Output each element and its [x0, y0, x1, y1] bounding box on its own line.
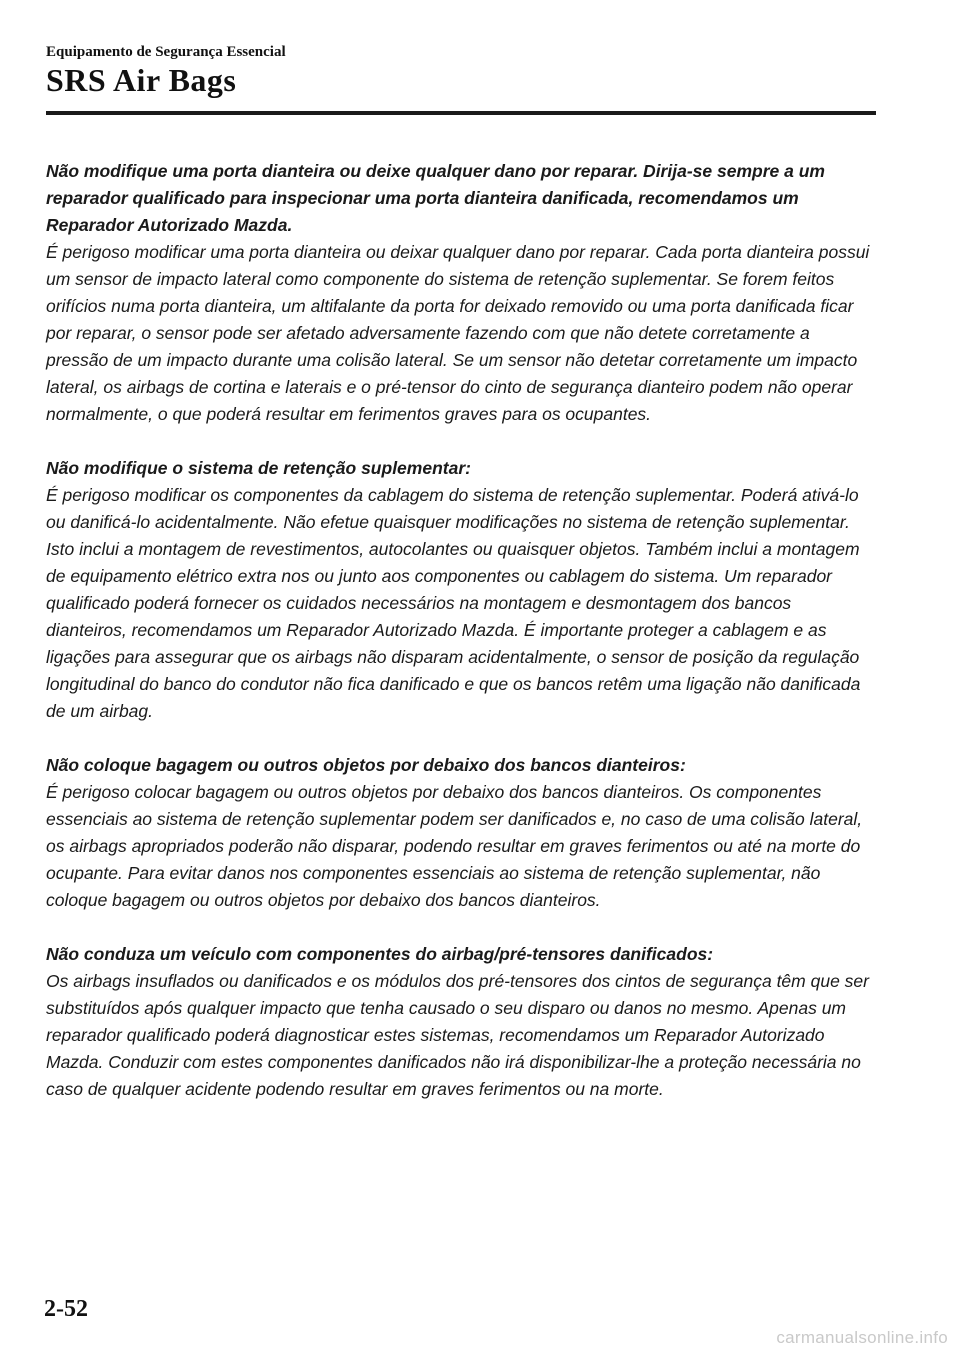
warning-content: [46, 158, 870, 1130]
warning-body: É perigoso colocar bagagem ou outros objetos por debaixo dos bancos dianteiros. Os componentes essenciais ao sistema de retenção suplementar podem ser danificados e, no caso de uma colisão lateral, os airbags apropriados poderão não disparar, podendo resultar em graves ferimentos ou até na morte do ocupante. Para evitar danos nos componentes essenciais ao sistema de retenção suplementar, não coloque bagagem ou outros objetos por debaixo dos bancos dianteiros.: [46, 782, 863, 910]
warning-body: Os airbags insuflados ou danificados e os módulos dos pré-tensores dos cintos de segurança têm que ser substituídos após qualquer impacto que tenha causado o seu disparo ou danos no mesmo. Apenas um reparador qualificado poderá diagnosticar estes sistemas, recomendamos um Reparador Autorizado Mazda. Conduzir com estes componentes danificados não irá disponibilizar-lhe a proteção necessária no caso de qualquer acidente podendo resultar em graves ferimentos ou na morte.: [46, 971, 869, 1099]
warning-heading: Não conduza um veículo com componentes do airbag/pré-tensores danificados:: [46, 944, 714, 964]
warning-block-luggage: [46, 752, 870, 914]
warning-heading: Não coloque bagagem ou outros objetos por debaixo dos bancos dianteiros:: [46, 755, 686, 775]
page-number: 2-52: [44, 1296, 88, 1322]
warning-block-system: [46, 455, 870, 725]
page-title: SRS Air Bags: [46, 62, 237, 98]
header-divider: [46, 111, 876, 115]
warning-block-door: [46, 158, 870, 428]
watermark: carmanualsonline.info: [776, 1328, 948, 1347]
section-title: Equipamento de Segurança Essencial: [46, 44, 286, 60]
warning-body: É perigoso modificar uma porta dianteira ou deixar qualquer dano por reparar. Cada porta dianteira possui um sensor de impacto lateral como componente do sistema de retenção suplementar. Se forem feitos orifícios numa porta dianteira, um altifalante da porta for deixado removido ou uma porta danificada ficar por reparar, o sensor pode ser afetado adversamente fazendo com que não detete corretamente a pressão de um impacto durante uma colisão lateral. Se um sensor não detetar corretamente um impacto lateral, os airbags de cortina e laterais e o pré-tensor do cinto de segurança dianteiro podem não operar normalmente, o que poderá resultar em ferimentos graves para os ocupantes.: [46, 242, 870, 424]
warning-block-damaged: [46, 941, 870, 1103]
warning-heading: Não modifique uma porta dianteira ou deixe qualquer dano por reparar. Dirija-se sempre a um reparador qualificado para inspecionar uma porta dianteira danificada, recomendamos um Reparador Autorizado Mazda.: [46, 161, 825, 235]
warning-heading: Não modifique o sistema de retenção suplementar:: [46, 458, 471, 478]
warning-body: É perigoso modificar os componentes da cablagem do sistema de retenção suplementar. Poderá ativá-lo ou danificá-lo acidentalmente. Não efetue quaisquer modificações no sistema de retenção suplementar. Isto inclui a montagem de revestimentos, autocolantes ou quaisquer objetos. Também inclui a montagem de equipamento elétrico extra nos ou junto aos componentes ou cablagem do sistema. Um reparador qualificado poderá fornecer os cuidados necessários na montagem e desmontagem dos bancos dianteiros, recomendamos um Reparador Autorizado Mazda. É importante proteger a cablagem e as ligações para assegurar que os airbags não disparam acidentalmente, o sensor de posição da regulação longitudinal do banco do condutor não fica danificado e que os bancos retêm uma ligação não danificada de um airbag.: [46, 485, 861, 721]
